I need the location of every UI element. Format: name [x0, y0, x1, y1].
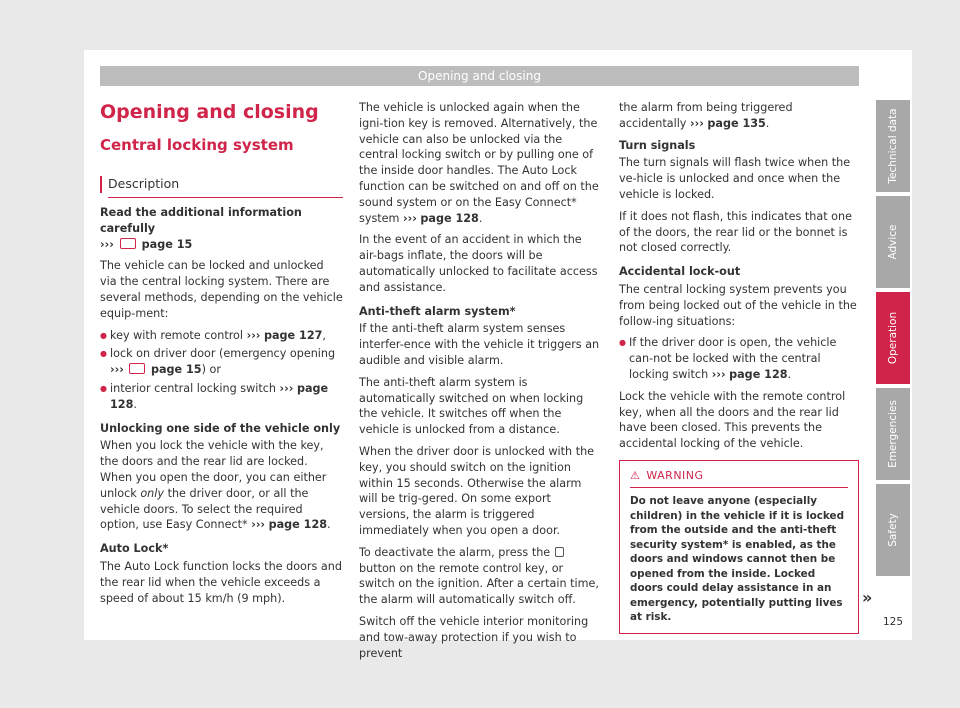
subheading: Auto Lock* [100, 542, 169, 556]
tab-advice[interactable]: Advice [876, 196, 910, 288]
tab-emergencies[interactable]: Emergencies [876, 388, 910, 480]
section-heading: Description [108, 176, 343, 198]
subheading: Unlocking one side of the vehicle only [100, 421, 341, 435]
paragraph: When you lock the vehicle with the key, the doors and the rear lid are locked. When you open the door, you can either unlock only the driver door, or all the vehicle doors. To select the required option, use Easy Connect* ››› page 128. [100, 439, 331, 532]
column-3 [619, 100, 859, 634]
list-item: ● key with remote control ››› page 127, [100, 328, 343, 344]
page-subtitle: Central locking system [100, 136, 294, 154]
ref-link[interactable]: page 128 [729, 367, 788, 381]
paragraph: If it does not flash, this indicates that one of the doors, the rear lid or the bonnet is not closed correctly. [619, 209, 853, 255]
list-item: ● lock on driver door (emergency opening ››› page 15) or [100, 346, 343, 378]
warning-box [619, 460, 859, 634]
tab-operation[interactable]: Operation [876, 292, 910, 384]
warning-text: Do not leave anyone (especially children) in the vehicle if it is locked from the outside and the anti-theft security system* is enabled, as the doors and windows cannot then be opened from the inside. Locked doors could delay assistance in an emergency, potentially putting lives at risk. [630, 495, 845, 624]
title-block [100, 98, 343, 156]
ref-link[interactable]: page 128 [420, 211, 479, 225]
subheading: Turn signals [619, 138, 696, 152]
side-tabs [876, 100, 910, 580]
paragraph: The vehicle can be locked and unlocked via the central locking system. There are several methods, depending on the vehicle equip-ment: [100, 259, 343, 320]
tab-technical-data[interactable]: Technical data [876, 100, 910, 192]
paragraph: The anti-theft alarm system is automatically switched on when locking the vehicle. It switches off when the vehicle is unlocked from a distance. [359, 375, 584, 437]
paragraph: If the anti-theft alarm system senses interfer-ence with the vehicle it triggers an audible and visible alarm. [359, 322, 600, 367]
paragraph: Switch off the vehicle interior monitoring and tow-away protection if you wish to prevent [359, 614, 589, 660]
lead-text: Read the additional information carefully ››› page 15 [100, 206, 302, 251]
page-title: Opening and closing [100, 101, 319, 123]
paragraph: The turn signals will flash twice when the ve-hicle is unlocked and once when the vehicle is locked. [619, 156, 851, 201]
list-item: ● interior central locking switch ››› page 128. [100, 381, 343, 413]
key-icon [120, 238, 136, 249]
warning-triangle-icon: ⚠ [630, 468, 641, 482]
key-icon [129, 363, 145, 374]
subheading: Anti-theft alarm system* [359, 304, 516, 318]
paragraph: The central locking system prevents you from being locked out of the vehicle in the follow-ing situations: [619, 282, 857, 328]
column-1 [100, 205, 343, 612]
running-header: Opening and closing [100, 66, 859, 86]
ref-link[interactable]: page 128 [110, 381, 329, 411]
ref-link[interactable]: page 135 [707, 116, 766, 130]
lead-ref-link[interactable]: page 15 [141, 237, 193, 251]
paragraph: When the driver door is unlocked with the key, you should switch on the ignition within 15 seconds. Otherwise the alarm will be trig-gered. On some export versions, the alarm is triggered immediately when you open a door. [359, 444, 595, 537]
lock-icon [555, 547, 564, 557]
subheading: Accidental lock-out [619, 265, 741, 279]
paragraph: To deactivate the alarm, press the button on the remote control key, or switch on the ignition. After a certain time, the alarm will automatically switch off. [359, 545, 599, 607]
paragraph: Lock the vehicle with the remote control key, when all the doors and the rear lid have been closed. This prevents the accidental locking of the vehicle. [619, 389, 846, 451]
ref-link[interactable]: page 128 [268, 518, 328, 532]
paragraph: In the event of an accident in which the air-bags inflate, the doors will be automatically unlocked to facilitate access and assistance. [359, 233, 598, 294]
column-2 [359, 100, 602, 667]
ref-link[interactable]: page 15 [150, 363, 202, 377]
page-number: 125 [882, 616, 904, 628]
paragraph: the alarm from being triggered accidentally ››› page 135. [619, 101, 793, 130]
list-item: ● If the driver door is open, the vehicle can-not be locked with the central locking switch ››› page 128. [619, 335, 859, 382]
tab-safety[interactable]: Safety [876, 484, 910, 576]
paragraph: The Auto Lock function locks the doors and the rear lid when the vehicle exceeds a speed of about 15 km/h (9 mph). [100, 559, 342, 605]
warning-title: WARNING [646, 468, 704, 482]
continue-arrow-icon: » [862, 588, 873, 607]
paragraph: The vehicle is unlocked again when the igni-tion key is removed. Alternatively, the vehicle can also be unlocked via the central locking switch or by pulling one of the inside door handles. The Auto Lock function can be switched on and off on the sound system or on the Easy Connect* system ››› page 128. [359, 101, 599, 225]
ref-link[interactable]: page 127 [263, 328, 323, 342]
